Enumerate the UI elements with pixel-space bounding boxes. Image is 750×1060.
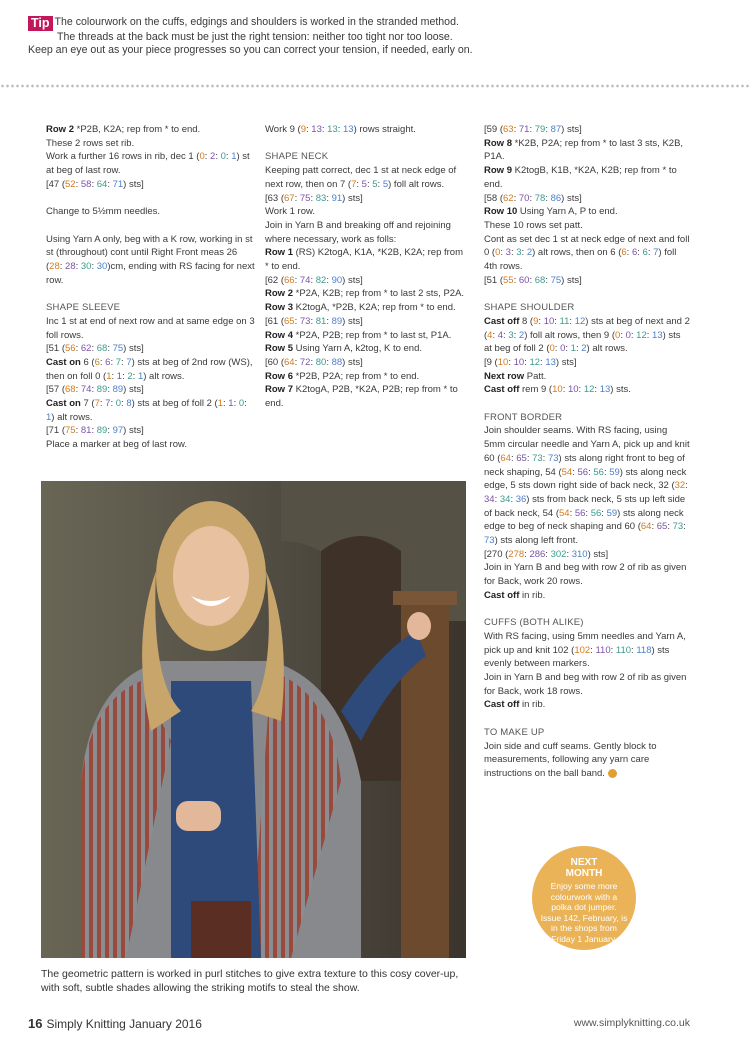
stitch-count: [47 (52: 58: 64: 71) sts] <box>46 178 144 190</box>
instruction: These 10 rows set patt. <box>484 219 583 231</box>
instruction: Row 3 K2togA, *P2B, K2A; rep from * to end. <box>265 302 456 314</box>
stitch-count: [62 (66: 74: 82: 90) sts] <box>265 274 363 286</box>
instruction: Join in Yarn B and beg with row 2 of rib as given for Back, work 18 rows. <box>484 672 687 697</box>
instruction: Row 4 *P2A, P2B; rep from * to last st, P1A. <box>265 329 452 341</box>
stitch-count: [63 (67: 75: 83: 91) sts] <box>265 192 363 204</box>
stitch-count: [270 (278: 286: 302: 310) sts] <box>484 548 609 560</box>
instruction: With RS facing, using 5mm needles and Yarn A, pick up and knit 102 (102: 110: 110: 118) sts evenly between markers. <box>484 630 686 670</box>
instruction: Row 1 (RS) K2togA, K1A, *K2B, K2A; rep from * to end. <box>265 247 464 273</box>
instruction: Join in Yarn B and breaking off and rejoining where necessary, work as folls: <box>265 219 451 245</box>
stitch-count: [9 (10: 10: 12: 13) sts] <box>484 356 577 368</box>
footer-url: www.simplyknitting.co.uk <box>573 1017 690 1029</box>
tip-badge: Tip <box>28 16 53 31</box>
section-heading-shape-sleeve: SHAPE SLEEVE <box>46 302 121 314</box>
instruction: Cast off in rib. <box>484 589 546 601</box>
pattern-column-2 <box>265 123 465 411</box>
next-month-title-2: MONTH <box>565 867 603 879</box>
model-photo-illustration <box>41 481 466 958</box>
instruction: Row 2 *P2A, K2B; rep from * to last 2 sts, P2A. <box>265 288 465 300</box>
section-heading-shape-neck: SHAPE NECK <box>265 151 329 163</box>
stitch-count: [51 (55: 60: 68: 75) sts] <box>484 274 582 286</box>
instruction: Work 9 (9: 13: 13: 13) rows straight. <box>265 124 416 135</box>
instruction: Keeping patt correct, dec 1 st at neck edge of next row, then on 7 (7: 5: 5: 5) foll alt rows. <box>265 165 457 190</box>
next-month-title-1: NEXT <box>570 857 598 868</box>
instruction: Change to 5½mm needles. <box>46 206 161 218</box>
row-label: Row 2 <box>46 124 74 135</box>
instruction: Row 8 *K2B, P2A; rep from * to last 3 sts, K2B, P1A. <box>484 137 684 163</box>
pattern-column-1 <box>46 123 256 452</box>
stitch-count: [60 (64: 72: 80: 88) sts] <box>265 356 363 368</box>
instruction: Cast on 6 (6: 6: 7: 7) sts at beg of 2nd row (WS), then on foll 0 (1: 1: 2: 1) alt rows. <box>46 356 253 382</box>
instruction: Row 10 Using Yarn A, P to end. <box>484 206 618 218</box>
instruction: These 2 rows set rib. <box>46 137 135 149</box>
instruction: Join side and cuff seams. Gently block to measurements, following any yarn care instructions on the ball band. <box>484 740 657 779</box>
instruction: Row 7 K2togA, P2B, *K2A, P2B; rep from * to end. <box>265 384 458 410</box>
instruction: Row 6 *P2B, P2A; rep from * to end. <box>265 370 420 382</box>
stitch-count: [58 (62: 70: 78: 86) sts] <box>484 192 582 204</box>
instruction: Work 1 row. <box>265 206 315 218</box>
section-heading-cuffs: CUFFS (BOTH ALIKE) <box>484 617 584 629</box>
stitch-count: [57 (68: 74: 89: 89) sts] <box>46 384 144 396</box>
instruction: Join in Yarn B and beg with row 2 of rib as given for Back, work 20 rows. <box>484 562 687 588</box>
instruction: Using Yarn A only, beg with a K row, working in st st (throughout) cont until Right Front meas 26 (28: 28: 30: 30)cm, ending with RS facing for next row. <box>46 233 255 286</box>
instruction: Next row Patt. <box>484 370 547 382</box>
footer-left <box>28 1016 202 1031</box>
tip-line-3: Keep an eye out as your piece progresses so you can correct your tension, if needed, early on. <box>28 44 473 56</box>
tip-line-1: The colourwork on the cuffs, edgings and shoulders is worked in the stranded method. <box>54 16 459 28</box>
instruction: Row 5 Using Yarn A, k2tog, K to end. <box>265 343 423 355</box>
instruction: Place a marker at beg of last row. <box>46 439 187 451</box>
end-ball-icon <box>608 769 617 778</box>
stitch-count: [59 (63: 71: 79: 87) sts] <box>484 124 582 135</box>
instruction: *P2B, K2A; rep from * to end. <box>73 124 201 135</box>
instruction: Cast off in rib. <box>484 699 546 711</box>
next-month-badge <box>532 846 636 950</box>
section-heading-shape-shoulder: SHAPE SHOULDER <box>484 302 575 314</box>
dotted-divider <box>0 84 750 88</box>
instruction: Inc 1 st at end of next row and at same edge on 3 foll rows. <box>46 315 255 341</box>
photo-caption: The geometric pattern is worked in purl stitches to give extra texture to this cosy cover-up, with soft, subtle shades allowing the striking motifs to steal the show. <box>41 968 459 994</box>
stitch-count: [71 (75: 81: 89: 97) sts] <box>46 425 144 437</box>
tip-box <box>28 16 728 57</box>
instruction: Row 9 K2togB, K1B, *K2A, K2B; rep from * to end. <box>484 165 677 190</box>
instruction: Cast on 7 (7: 7: 0: 8) sts at beg of foll 2 (1: 1: 0: 1) alt rows. <box>46 398 247 423</box>
page-number: 16 <box>28 1016 43 1031</box>
instruction: Cast off 8 (9: 10: 11: 12) sts at beg of next and 2 (4: 4: 3: 2) foll alt rows, then 9 (0: 0: 12: 13) sts at beg of foll 2 (0: 0: 1: 2) alt rows. <box>484 315 690 355</box>
model-photo <box>41 481 466 958</box>
instruction: Cont as set dec 1 st at neck edge of next and foll 0 (0: 3: 3: 2) alt rows, then on 6 (6: 6: 6: 7) foll 4th rows. <box>484 233 690 273</box>
instruction: Cast off rem 9 (10: 10: 12: 13) sts. <box>484 384 631 396</box>
magazine-issue: Simply Knitting January 2016 <box>46 1017 202 1031</box>
instruction: Work a further 16 rows in rib, dec 1 (0: 2: 0: 1) st at beg of last row. <box>46 151 250 177</box>
stitch-count: [51 (56: 62: 68: 75) sts] <box>46 343 144 355</box>
section-heading-front-border: FRONT BORDER <box>484 411 563 423</box>
pattern-column-3 <box>484 123 690 781</box>
instruction: Join shoulder seams. With RS facing, using 5mm circular needle and Yarn A, pick up and knit 60 (64: 65: 73: 73) sts along right front to beg of neck shaping, 54 (54: 56: 56: 59) sts along neck edge, 5 sts down right side of back neck, 32 (32: 34: 34: 36) sts from back neck, 5 sts up left side of back neck, 54 (54: 56: 56: 59) sts along neck edge to beg of neck shaping and 60 (64: 65: 73: 73) sts along left front. <box>484 425 690 547</box>
next-month-text: Enjoy some more colourwork with a polka dot jumper. Issue 142, February, is in the shops from Friday 1 January. <box>540 881 628 944</box>
tip-line-2: The threads at the back must be just the right tension: neither too tight nor too loose. <box>57 31 453 43</box>
section-heading-to-make-up: TO MAKE UP <box>484 726 545 738</box>
stitch-count: [61 (65: 73: 81: 89) sts] <box>265 315 363 327</box>
